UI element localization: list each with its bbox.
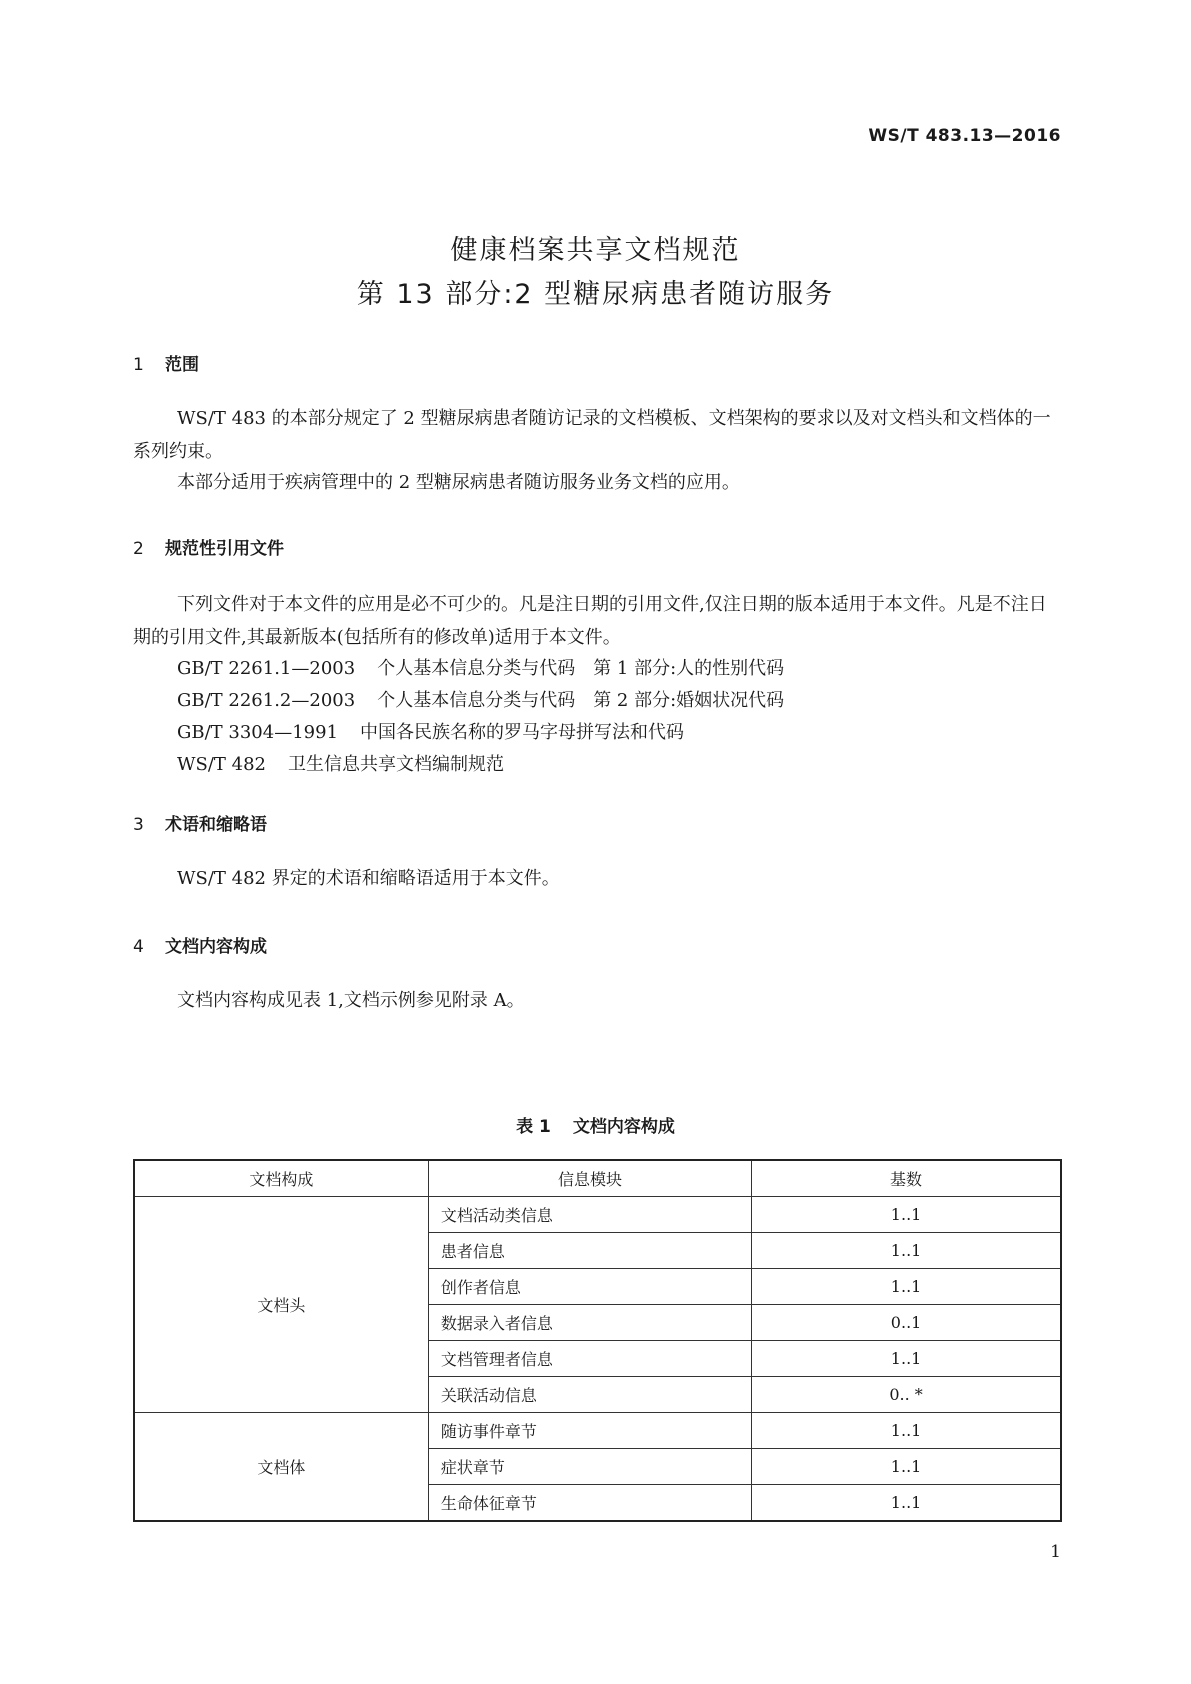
page-number: 1 [1050, 1542, 1061, 1562]
reference-item [177, 654, 784, 680]
cardinality-cell: 1..1 [752, 1413, 1061, 1449]
reference-code: GB/T 2261.1—2003 [177, 658, 356, 679]
section-heading-references [133, 534, 284, 559]
scope-paragraph-1: WS/T 483 的本部分规定了 2 型糖尿病患者随访记录的文档模板、文档架构的要求以及对文档头和文档体的一系列约束。 [133, 408, 1051, 462]
module-cell: 症状章节 [428, 1449, 751, 1485]
section-title: 文档内容构成 [165, 937, 267, 957]
references-intro: 下列文件对于本文件的应用是必不可少的。凡是注日期的引用文件,仅注日期的版本适用于本文件。凡是不注日期的引用文件,其最新版本(包括所有的修改单)适用于本文件。 [133, 594, 1047, 648]
module-cell: 患者信息 [428, 1233, 751, 1269]
scope-paragraph-2: 本部分适用于疾病管理中的 2 型糖尿病患者随访服务业务文档的应用。 [177, 472, 740, 493]
document-subtitle: 第 13 部分:2 型糖尿病患者随访服务 [356, 279, 835, 310]
table-row [134, 1413, 1061, 1449]
section-title: 规范性引用文件 [165, 539, 284, 559]
reference-title: 卫生信息共享文档编制规范 [287, 754, 504, 775]
reference-title: 中国各民族名称的罗马字母拼写法和代码 [360, 722, 685, 743]
column-header: 信息模块 [428, 1160, 751, 1197]
module-cell: 数据录入者信息 [428, 1305, 751, 1341]
section-number: 4 [133, 937, 144, 957]
reference-code: WS/T 482 [177, 754, 266, 775]
module-cell: 关联活动信息 [428, 1377, 751, 1413]
reference-item [177, 718, 684, 744]
cardinality-cell: 1..1 [752, 1485, 1061, 1522]
reference-code: GB/T 3304—1991 [177, 722, 339, 743]
table-caption-title: 文档内容构成 [572, 1117, 675, 1137]
content-paragraph: 文档内容构成见表 1,文档示例参见附录 A。 [177, 990, 525, 1011]
cardinality-cell: 1..1 [752, 1449, 1061, 1485]
column-header: 文档构成 [134, 1160, 428, 1197]
section-title: 术语和缩略语 [165, 815, 267, 835]
module-cell: 文档管理者信息 [428, 1341, 751, 1377]
section-heading-terms [133, 810, 267, 835]
reference-item [177, 686, 784, 712]
table-caption [0, 1112, 1191, 1137]
reference-title: 个人基本信息分类与代码 第 2 部分:婚姻状况代码 [377, 690, 785, 711]
standard-code: WS/T 483.13—2016 [868, 126, 1061, 146]
module-cell: 创作者信息 [428, 1269, 751, 1305]
cardinality-cell: 1..1 [752, 1233, 1061, 1269]
section-number: 2 [133, 539, 144, 559]
cardinality-cell: 1..1 [752, 1197, 1061, 1233]
group-cell-header: 文档头 [134, 1197, 428, 1413]
module-cell: 随访事件章节 [428, 1413, 751, 1449]
document-title: 健康档案共享文档规范 [450, 235, 741, 266]
cardinality-cell: 0.. * [752, 1377, 1061, 1413]
section-heading-content [133, 932, 267, 957]
terms-paragraph: WS/T 482 界定的术语和缩略语适用于本文件。 [177, 868, 560, 889]
reference-code: GB/T 2261.2—2003 [177, 690, 356, 711]
module-cell: 生命体征章节 [428, 1485, 751, 1522]
table-row [134, 1197, 1061, 1233]
group-cell-body: 文档体 [134, 1413, 428, 1522]
table-caption-number: 表 1 [516, 1117, 551, 1137]
module-cell: 文档活动类信息 [428, 1197, 751, 1233]
cardinality-cell: 1..1 [752, 1341, 1061, 1377]
reference-title: 个人基本信息分类与代码 第 1 部分:人的性别代码 [377, 658, 785, 679]
section-number: 1 [133, 355, 144, 375]
cardinality-cell: 1..1 [752, 1269, 1061, 1305]
column-header: 基数 [752, 1160, 1061, 1197]
section-heading-scope [133, 350, 199, 375]
cardinality-cell: 0..1 [752, 1305, 1061, 1341]
reference-item [177, 750, 504, 776]
table-header-row [134, 1160, 1061, 1197]
section-number: 3 [133, 815, 144, 835]
section-title: 范围 [165, 355, 199, 375]
content-table [133, 1159, 1062, 1522]
